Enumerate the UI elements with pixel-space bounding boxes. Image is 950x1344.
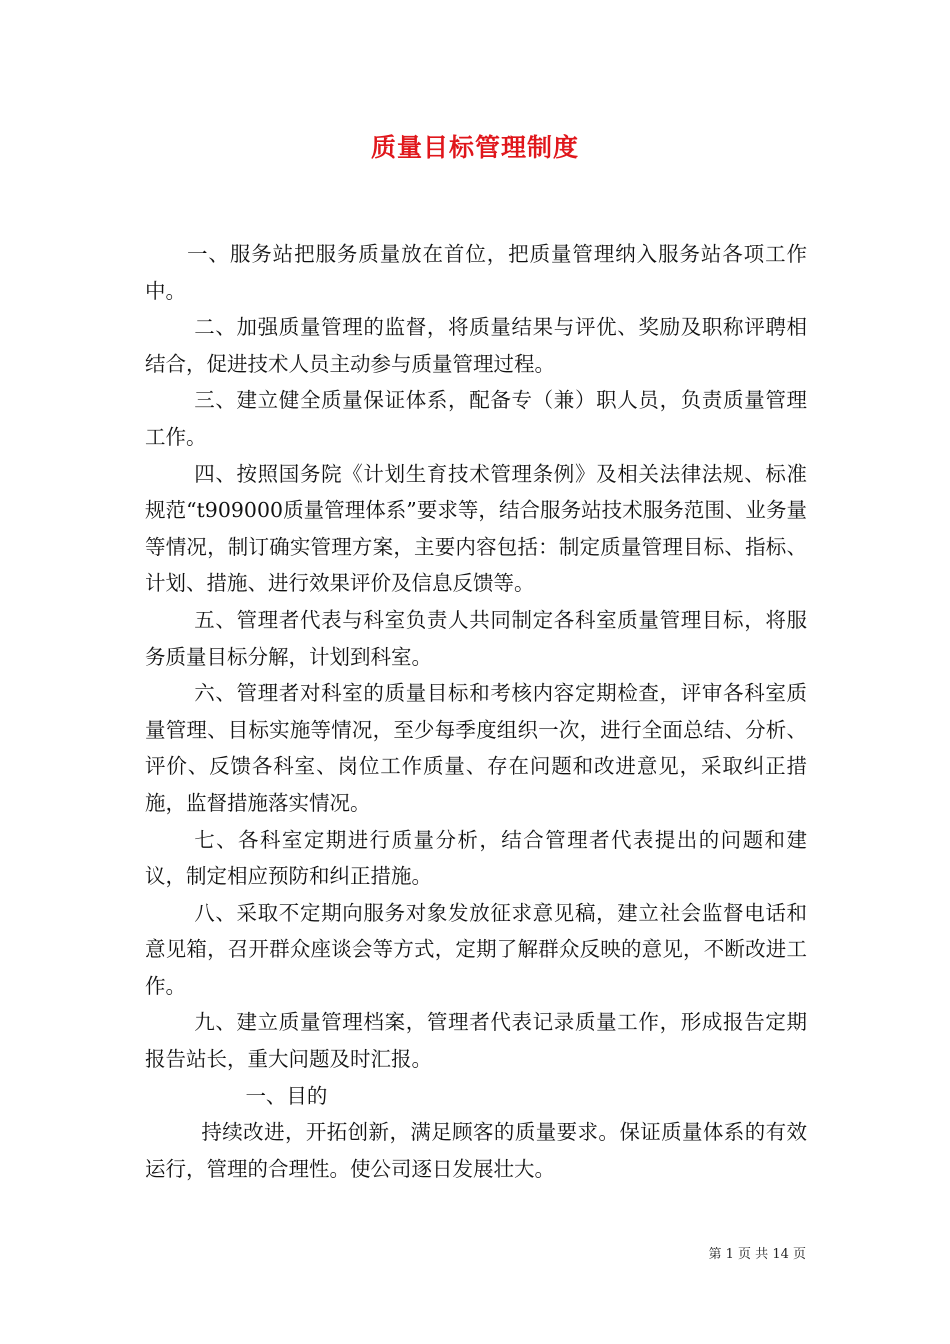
paragraph-4: 四、按照国务院《计划生育技术管理条例》及相关法律法规、标准规范“t909000质量管理体系”要求等，结合服务站技术服务范围、业务量等情况，制订确实管理方案，主要内容包括：制定质量管理目标、指标、计划、措施、进行效果评价及信息反馈等。 (145, 461, 807, 596)
paragraph-9: 九、建立质量管理档案，管理者代表记录质量工作，形成报告定期报告站长，重大问题及时汇报。 (145, 1010, 807, 1072)
page-number: 第 1 页 共 14 页 (708, 1247, 806, 1262)
paragraph-3: 三、建立健全质量保证体系，配备专（兼）职人员，负责质量管理工作。 (145, 388, 807, 449)
paragraph-2: 二、加强质量管理的监督，将质量结果与评优、奖励及职称评聘相结合，促进技术人员主动参与质量管理过程。 (145, 315, 807, 376)
paragraph-1: 一、服务站把服务质量放在首位，把质量管理纳入服务站各项工作中。 (145, 242, 807, 303)
paragraph-7: 七、各科室定期进行质量分析，结合管理者代表提出的问题和建议，制定相应预防和纠正措施。 (145, 827, 807, 889)
document-title: 质量目标管理制度 (370, 133, 579, 162)
section-heading: 一、目的 (245, 1083, 328, 1108)
paragraph-8: 八、采取不定期向服务对象发放征求意见稿，建立社会监督电话和意见箱，召开群众座谈会等方式，定期了解群众反映的意见，不断改进工作。 (145, 900, 807, 998)
document-body (145, 236, 807, 1187)
paragraph-5: 五、管理者代表与科室负责人共同制定各科室质量管理目标，将服务质量目标分解，计划到科室。 (145, 607, 807, 669)
purpose-paragraph: 持续改进，开拓创新，满足顾客的质量要求。保证质量体系的有效运行，管理的合理性。使公司逐日发展壮大。 (145, 1120, 807, 1181)
paragraph-6: 六、管理者对科室的质量目标和考核内容定期检查，评审各科室质量管理、目标实施等情况，至少每季度组织一次，进行全面总结、分析、评价、反馈各科室、岗位工作质量、存在问题和改进意见，采取纠正措施，监督措施落实情况。 (145, 681, 807, 815)
